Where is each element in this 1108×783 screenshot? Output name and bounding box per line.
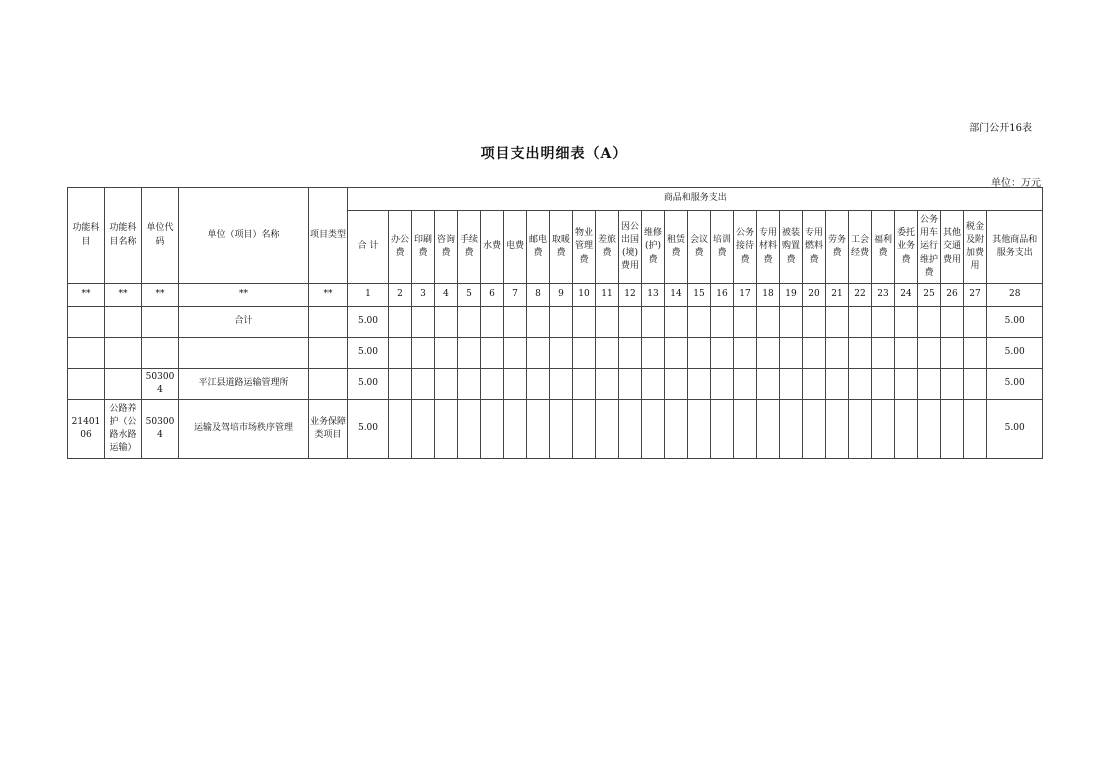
code-cell: 9 [550,284,573,307]
cell-empty [895,400,918,459]
cell-unit-code: 503004 [142,400,179,459]
header-col: 差旅费 [596,211,619,284]
cell-empty [527,307,550,338]
cell-empty [619,400,642,459]
code-cell: 1 [348,284,389,307]
code-cell: 14 [665,284,688,307]
header-col: 电费 [504,211,527,284]
cell-empty [642,338,665,369]
cell-func-name: 公路养护（公路水路运输） [105,400,142,459]
cell-empty [711,369,734,400]
cell-unit-name: 合计 [179,307,309,338]
cell-unit-code: 503004 [142,369,179,400]
cell-empty [711,400,734,459]
cell-empty [458,338,481,369]
cell-func-name [105,369,142,400]
cell-empty [573,400,596,459]
code-cell: ** [105,284,142,307]
cell-empty [435,307,458,338]
header-col: 其他商品和服务支出 [987,211,1043,284]
cell-func-code: 2140106 [68,400,105,459]
cell-empty [412,400,435,459]
cell-empty [573,338,596,369]
cell-empty [803,400,826,459]
cell-empty [757,307,780,338]
cell-empty [412,338,435,369]
cell-empty [550,307,573,338]
cell-empty [550,369,573,400]
cell-empty [412,369,435,400]
cell-empty [872,369,895,400]
cell-empty [895,369,918,400]
code-row [68,284,1043,307]
code-cell: 23 [872,284,895,307]
header-unit-code: 单位代码 [142,188,179,284]
cell-empty [435,338,458,369]
cell-empty [872,307,895,338]
cell-empty [872,400,895,459]
cell-func-code [68,307,105,338]
cell-empty [596,307,619,338]
code-cell: 8 [527,284,550,307]
cell-empty [964,369,987,400]
cell-empty [688,307,711,338]
cell-project-type [309,338,348,369]
code-cell: 13 [642,284,665,307]
cell-empty [642,369,665,400]
header-col: 物业管理费 [573,211,596,284]
cell-empty [964,400,987,459]
code-cell: 18 [757,284,780,307]
cell-empty [826,369,849,400]
cell-empty [895,307,918,338]
cell-empty [527,369,550,400]
cell-total: 5.00 [348,400,389,459]
cell-project-type [309,369,348,400]
cell-empty [941,338,964,369]
code-cell: ** [179,284,309,307]
header-col: 培训费 [711,211,734,284]
code-cell: 24 [895,284,918,307]
header-goods-services: 商品和服务支出 [348,188,1043,211]
cell-func-name [105,338,142,369]
cell-empty [389,369,412,400]
cell-unit-name: 运输及驾培市场秩序管理 [179,400,309,459]
cell-empty [780,307,803,338]
cell-other-services: 5.00 [987,338,1043,369]
header-col: 邮电费 [527,211,550,284]
cell-empty [918,369,941,400]
cell-empty [734,338,757,369]
cell-empty [619,369,642,400]
cell-empty [849,307,872,338]
cell-empty [964,307,987,338]
header-col: 专用材料费 [757,211,780,284]
header-col: 专用燃料费 [803,211,826,284]
cell-empty [504,307,527,338]
cell-func-code [68,369,105,400]
header-col: 会议费 [688,211,711,284]
cell-empty [481,307,504,338]
code-cell: 6 [481,284,504,307]
header-col: 被装购置费 [780,211,803,284]
cell-empty [573,307,596,338]
code-cell: 4 [435,284,458,307]
cell-total: 5.00 [348,338,389,369]
cell-other-services: 5.00 [987,400,1043,459]
cell-empty [504,400,527,459]
code-cell: 15 [688,284,711,307]
code-cell: 20 [803,284,826,307]
cell-empty [527,338,550,369]
header-col: 租赁费 [665,211,688,284]
cell-empty [596,400,619,459]
code-cell: 21 [826,284,849,307]
cell-empty [458,400,481,459]
cell-empty [757,369,780,400]
cell-func-code [68,338,105,369]
cell-empty [803,369,826,400]
cell-empty [665,400,688,459]
header-project-type: 项目类型 [309,188,348,284]
cell-empty [550,338,573,369]
cell-empty [619,338,642,369]
cell-empty [550,400,573,459]
cell-empty [504,338,527,369]
cell-empty [481,369,504,400]
cell-empty [964,338,987,369]
cell-empty [458,307,481,338]
code-cell: 7 [504,284,527,307]
code-cell: ** [309,284,348,307]
code-cell: 26 [941,284,964,307]
header-col: 印刷费 [412,211,435,284]
cell-empty [688,369,711,400]
cell-empty [918,338,941,369]
cell-empty [688,338,711,369]
header-func-name: 功能科目名称 [105,188,142,284]
cell-empty [481,400,504,459]
header-func-code: 功能科目 [68,188,105,284]
cell-unit-name: 平江县道路运输管理所 [179,369,309,400]
header-col: 办公费 [389,211,412,284]
cell-empty [389,307,412,338]
header-col: 公务接待费 [734,211,757,284]
page-title: 项目支出明细表（A） [480,146,628,162]
cell-total: 5.00 [348,307,389,338]
code-cell: 22 [849,284,872,307]
header-col: 工会经费 [849,211,872,284]
cell-empty [642,400,665,459]
header-col: 手续费 [458,211,481,284]
code-cell: 19 [780,284,803,307]
header-col: 公务用车运行维护费 [918,211,941,284]
header-col: 取暖费 [550,211,573,284]
cell-project-type: 业务保障类项目 [309,400,348,459]
cell-empty [711,338,734,369]
cell-empty [734,400,757,459]
cell-empty [665,369,688,400]
cell-unit-code [142,338,179,369]
cell-empty [504,369,527,400]
table-row [68,307,1043,338]
cell-empty [619,307,642,338]
cell-empty [435,369,458,400]
code-cell: 17 [734,284,757,307]
cell-empty [734,369,757,400]
cell-empty [780,338,803,369]
cell-empty [803,338,826,369]
code-cell: 11 [596,284,619,307]
code-cell: 12 [619,284,642,307]
cell-empty [826,400,849,459]
cell-empty [573,369,596,400]
cell-empty [780,400,803,459]
table-row [68,400,1043,459]
cell-empty [941,369,964,400]
header-row-group [68,188,1043,211]
cell-empty [642,307,665,338]
cell-empty [826,307,849,338]
table-row [68,338,1043,369]
header-col: 水费 [481,211,504,284]
cell-empty [941,400,964,459]
header-col: 税金及附加费用 [964,211,987,284]
cell-empty [435,400,458,459]
cell-project-type [309,307,348,338]
cell-empty [665,307,688,338]
cell-empty [941,307,964,338]
code-cell: ** [68,284,105,307]
header-col: 劳务费 [826,211,849,284]
cell-empty [527,400,550,459]
cell-empty [757,338,780,369]
cell-other-services: 5.00 [987,369,1043,400]
cell-unit-code [142,307,179,338]
table-row [68,369,1043,400]
header-col: 其他交通费用 [941,211,964,284]
cell-empty [711,307,734,338]
cell-total: 5.00 [348,369,389,400]
cell-empty [412,307,435,338]
cell-empty [872,338,895,369]
code-cell: 3 [412,284,435,307]
cell-unit-name [179,338,309,369]
cell-empty [849,369,872,400]
cell-empty [481,338,504,369]
cell-empty [780,369,803,400]
unit-label: 单位：万元 [991,178,1041,189]
cell-empty [895,338,918,369]
cell-empty [757,400,780,459]
cell-other-services: 5.00 [987,307,1043,338]
code-cell: 2 [389,284,412,307]
cell-empty [458,369,481,400]
cell-empty [734,307,757,338]
code-cell: 25 [918,284,941,307]
header-col: 委托业务费 [895,211,918,284]
code-cell: 28 [987,284,1043,307]
header-col: 维修(护)费 [642,211,665,284]
cell-empty [389,338,412,369]
cell-empty [826,338,849,369]
cell-empty [596,369,619,400]
cell-empty [803,307,826,338]
code-cell: 5 [458,284,481,307]
cell-empty [389,400,412,459]
cell-empty [918,307,941,338]
cell-empty [849,400,872,459]
form-number: 部门公开16表 [969,123,1032,134]
code-cell: 27 [964,284,987,307]
cell-empty [596,338,619,369]
header-col: 咨询费 [435,211,458,284]
cell-empty [688,400,711,459]
code-cell: 16 [711,284,734,307]
code-cell: ** [142,284,179,307]
header-unit-name: 单位（项目）名称 [179,188,309,284]
cell-empty [918,400,941,459]
header-col: 合 计 [348,211,389,284]
cell-empty [665,338,688,369]
header-col: 福利费 [872,211,895,284]
code-cell: 10 [573,284,596,307]
cell-empty [849,338,872,369]
cell-func-name [105,307,142,338]
expenditure-table [67,187,1043,459]
header-col: 因公出国(境)费用 [619,211,642,284]
